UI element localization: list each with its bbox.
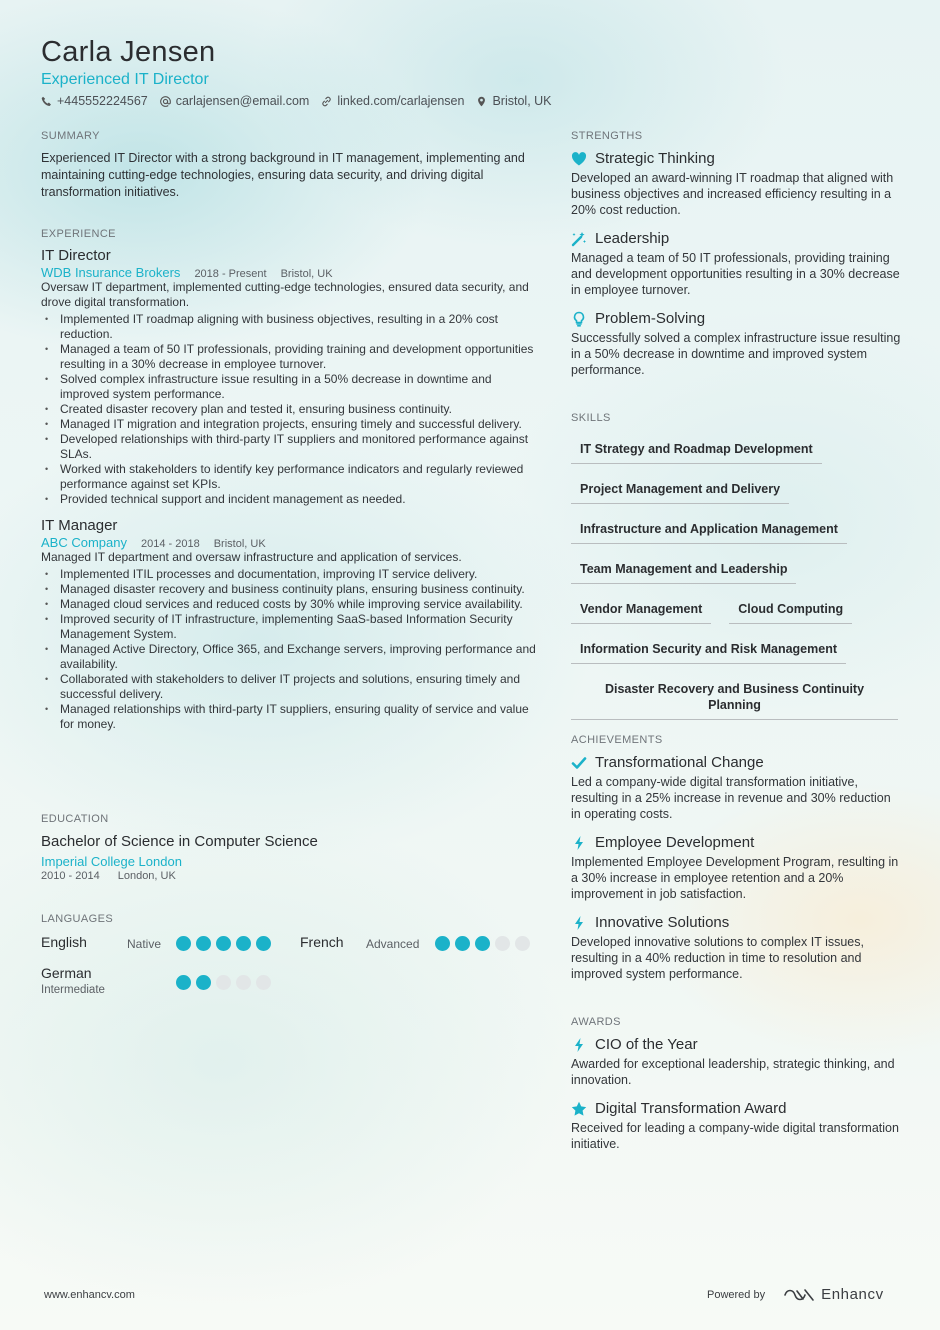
candidate-name: Carla Jensen [41, 36, 216, 68]
language-rating [176, 975, 271, 990]
experience-section [41, 228, 536, 732]
job-location: Bristol, UK [280, 268, 333, 280]
rating-dot-filled [216, 936, 231, 951]
bolt-icon [571, 915, 587, 931]
summary-text: Experienced IT Director with a strong background in IT management, implementing and maintaining cutting-edge technologies, ensuring data security, and driving digital transformation initiatives. [41, 151, 525, 199]
rating-dot-filled [236, 936, 251, 951]
strength-title: Leadership [595, 230, 670, 247]
achievement-item [571, 754, 901, 822]
language-rating [435, 936, 530, 951]
education-degree: Bachelor of Science in Computer Science [41, 833, 318, 850]
job-bullet: • Solved complex infrastructure issue resulting in a 50% decrease in downtime and improved system performance. [41, 372, 536, 402]
award-item [571, 1036, 901, 1088]
location-text: Bristol, UK [492, 94, 552, 108]
rating-dot-empty [236, 975, 251, 990]
strength-text: Developed an award-winning IT roadmap that aligned with business objectives and increased efficiency resulting in a 20% cost reduction. [571, 171, 894, 217]
magic-wand-icon [571, 231, 587, 247]
job-company[interactable]: ABC Company [41, 535, 127, 550]
job-bullets [41, 567, 536, 732]
bolt-icon [571, 835, 587, 851]
job-company[interactable]: WDB Insurance Brokers [41, 265, 181, 280]
education-heading: EDUCATION [41, 813, 109, 825]
job-meta [41, 265, 536, 280]
strength-title: Problem-Solving [595, 310, 706, 327]
rating-dot-empty [495, 936, 510, 951]
rating-dot-filled [475, 936, 490, 951]
achievement-item [571, 914, 901, 982]
job-title: IT Director [41, 247, 111, 264]
skill-tag: Disaster Recovery and Business Continuity Planning [571, 675, 898, 720]
phone-icon [41, 96, 52, 107]
at-icon [160, 96, 171, 107]
language-level: Native [127, 937, 162, 951]
summary-heading: SUMMARY [41, 130, 100, 142]
link-text: linked.com/carlajensen [337, 94, 465, 108]
job-bullet: • Managed relationships with third-party IT suppliers, ensuring quality of service and value for money. [41, 702, 536, 732]
language-name: English [41, 934, 87, 950]
skill-tag: Information Security and Risk Management [571, 635, 846, 664]
job-title: IT Manager [41, 517, 118, 534]
job-bullet: • Created disaster recovery plan and tested it, ensuring business continuity. [41, 402, 536, 417]
bolt-icon [571, 1037, 587, 1053]
candidate-title: Experienced IT Director [41, 71, 209, 88]
contact-phone[interactable] [41, 94, 148, 108]
award-item [571, 1100, 901, 1152]
achievement-text: Led a company-wide digital transformation initiative, resulting in a 25% increase in revenue and 30% reduction in operating costs. [571, 775, 891, 821]
job-bullet: • Managed a team of 50 IT professionals, providing training and development opportunities resulting in a 30% decrease in employee turnover. [41, 342, 536, 372]
skill-tag: Team Management and Leadership [571, 555, 796, 584]
achievement-title: Transformational Change [595, 754, 764, 771]
award-title: Digital Transformation Award [595, 1100, 787, 1117]
job-dates: 2014 - 2018 [140, 538, 200, 550]
rating-dot-filled [256, 936, 271, 951]
strength-item [571, 150, 901, 218]
skill-tag: Project Management and Delivery [571, 475, 789, 504]
award-title: CIO of the Year [595, 1036, 698, 1053]
job-bullet: • Managed Active Directory, Office 365, and Exchange servers, improving performance and availability. [41, 642, 536, 672]
phone-text: +445552224567 [57, 94, 148, 108]
skill-tag: IT Strategy and Roadmap Development [571, 435, 822, 464]
email-text: carlajensen@email.com [175, 94, 310, 108]
strength-item [571, 310, 901, 378]
skill-tag: Vendor Management [571, 595, 711, 624]
contact-email[interactable] [160, 94, 310, 108]
job-bullet: • Implemented ITIL processes and documentation, improving IT service delivery. [41, 567, 536, 582]
achievements-heading: ACHIEVEMENTS [571, 734, 663, 746]
skills-heading: SKILLS [571, 412, 611, 424]
achievement-title: Innovative Solutions [595, 914, 730, 931]
language-level: Intermediate [41, 984, 105, 996]
strength-title: Strategic Thinking [595, 150, 715, 167]
job-summary: Oversaw IT department, implemented cutting-edge technologies, ensured data security, and drove digital transformation. [41, 280, 529, 309]
star-icon [571, 1101, 587, 1117]
enhancv-logo-icon [783, 1287, 815, 1303]
rating-dot-empty [216, 975, 231, 990]
award-text: Received for leading a company-wide digital transformation initiative. [571, 1121, 899, 1151]
skill-tag: Infrastructure and Application Management [571, 515, 847, 544]
job-meta [41, 535, 536, 550]
job-entry [41, 517, 536, 732]
contact-bar [41, 94, 552, 108]
job-bullet: • Worked with stakeholders to identify key performance indicators and regularly reviewed performance against set KPIs. [41, 462, 536, 492]
contact-location [476, 94, 551, 108]
job-dates: 2018 - Present [194, 268, 267, 280]
strengths-heading: STRENGTHS [571, 130, 643, 142]
language-level: Advanced [366, 937, 420, 951]
brand-name: Enhancv [821, 1286, 884, 1303]
job-bullet: • Managed cloud services and reduced costs by 30% while improving service availability. [41, 597, 536, 612]
achievement-title: Employee Development [595, 834, 755, 851]
achievement-item [571, 834, 901, 902]
footer-branding [707, 1286, 884, 1303]
awards-heading: AWARDS [571, 1016, 621, 1028]
education-section [41, 813, 536, 882]
strengths-section [571, 130, 901, 390]
strength-item [571, 230, 901, 298]
language-name: German [41, 965, 92, 981]
link-icon [321, 96, 332, 107]
education-location: London, UK [117, 870, 176, 882]
skill-tag: Cloud Computing [729, 595, 852, 624]
strength-text: Successfully solved a complex infrastructure issue resulting in a 50% decrease in downtime and improved system performance. [571, 331, 901, 377]
brand-logo[interactable] [783, 1286, 884, 1303]
job-location: Bristol, UK [213, 538, 266, 550]
achievements-section [571, 734, 901, 994]
check-icon [571, 755, 587, 771]
strength-text: Managed a team of 50 IT professionals, providing training and development opportunities resulting in a 30% decrease in employee turnover. [571, 251, 900, 297]
rating-dot-empty [256, 975, 271, 990]
rating-dot-filled [176, 936, 191, 951]
achievement-text: Developed innovative solutions to complex IT issues, resulting in a 40% reduction in time to resolution and improved system performance. [571, 935, 864, 981]
rating-dot-filled [455, 936, 470, 951]
lightbulb-icon [571, 311, 587, 327]
job-bullet: • Developed relationships with third-party IT suppliers and monitored performance against SLAs. [41, 432, 536, 462]
rating-dot-filled [435, 936, 450, 951]
experience-heading: EXPERIENCE [41, 228, 116, 240]
rating-dot-filled [196, 936, 211, 951]
rating-dot-filled [176, 975, 191, 990]
achievement-text: Implemented Employee Development Program, resulting in a 30% increase in employee retention and a 20% improvement in job satisfaction. [571, 855, 899, 901]
summary-section [41, 130, 536, 201]
contact-link[interactable] [321, 94, 464, 108]
awards-section [571, 1016, 901, 1164]
job-bullet: • Improved security of IT infrastructure, implementing SaaS-based Information Security Management System. [41, 612, 536, 642]
location-pin-icon [476, 96, 487, 107]
job-bullets [41, 312, 536, 507]
skills-list [571, 435, 901, 731]
rating-dot-empty [515, 936, 530, 951]
powered-by-text: Powered by [707, 1288, 766, 1301]
education-meta [41, 870, 536, 882]
job-bullet: • Provided technical support and incident management as needed. [41, 492, 536, 507]
job-bullet: • Managed disaster recovery and business continuity plans, ensuring business continuity. [41, 582, 536, 597]
language-rating [176, 936, 271, 951]
job-bullet: • Implemented IT roadmap aligning with business objectives, resulting in a 20% cost reduction. [41, 312, 536, 342]
education-dates: 2010 - 2014 [41, 870, 100, 882]
job-entry [41, 247, 536, 507]
footer-website[interactable]: www.enhancv.com [44, 1289, 135, 1301]
languages-heading: LANGUAGES [41, 913, 114, 925]
heart-icon [571, 151, 587, 167]
job-summary: Managed IT department and oversaw infrastructure and application of services. [41, 550, 462, 564]
languages-section [41, 913, 536, 925]
rating-dot-filled [196, 975, 211, 990]
job-bullet: • Collaborated with stakeholders to deliver IT projects and solutions, ensuring timely and successful delivery. [41, 672, 536, 702]
education-school[interactable]: Imperial College London [41, 854, 182, 869]
job-bullet: • Managed IT migration and integration projects, ensuring timely and successful delivery. [41, 417, 536, 432]
award-text: Awarded for exceptional leadership, strategic thinking, and innovation. [571, 1057, 895, 1087]
language-name: French [300, 934, 344, 950]
skills-section [571, 412, 901, 731]
